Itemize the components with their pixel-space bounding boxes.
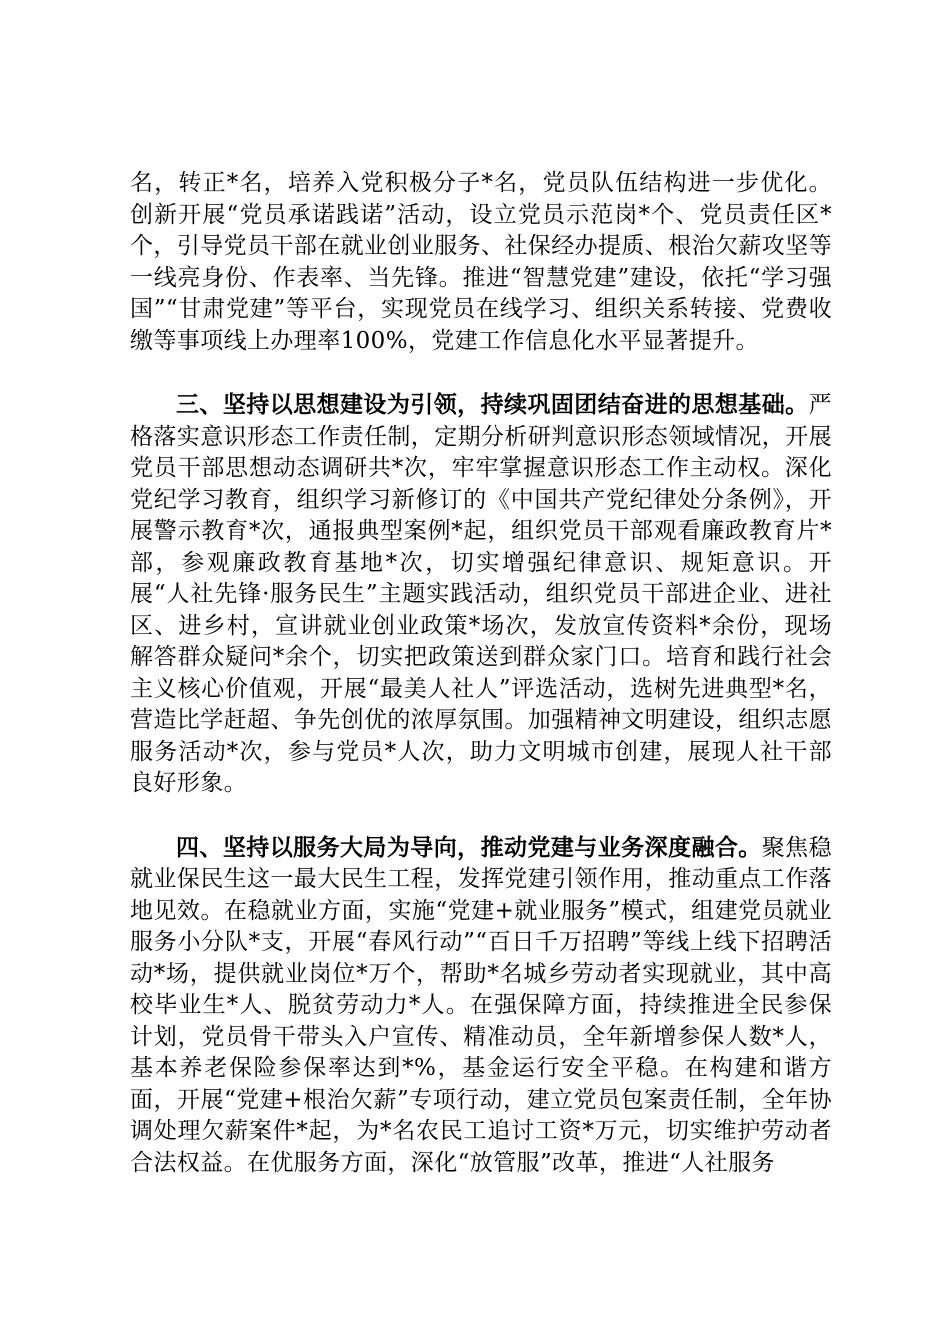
section-three-text: 严格落实意识形态工作责任制，定期分析研判意识形态领域情况，开展党员干部思想动态调研共*次，牢牢掌握意识形态工作主动权。深化党纪学习教育，组织学习新修订的《中国共产党纪律处分条例》，开展警示教育*次，通报典型案例*起，组织党员干部观看廉政教育片*部，参观廉政教育基地*次，切实增强纪律意识、规矩意识。开展“人社先锋·服务民生”主题实践活动，组织党员干部进企业、进社区、进乡村，宣讲就业创业政策*场次，发放宣传资料*余份，现场解答群众疑问*余个，切实把政策送到群众家门口。培育和践行社会主义核心价值观，开展“最美人社人”评选活动，选树先进典型*名，营造比学赶超、争先创优的浓厚氛围。加强精神文明建设，组织志愿服务活动*次，参与党员*人次，助力文明城市创建，展现人社干部良好形象。 (130, 392, 832, 796)
section-four-paragraph (130, 832, 832, 1180)
paragraph-spacer (130, 357, 832, 389)
section-three-paragraph (130, 389, 832, 800)
section-four-text: 聚焦稳就业保民生这一最大民生工程，发挥党建引领作用，推动重点工作落地见效。在稳就业方面，实施“党建+就业服务”模式，组建党员就业服务小分队*支，开展“春风行动”“百日千万招聘”等线上线下招聘活动*场，提供就业岗位*万个，帮助*名城乡劳动者实现就业，其中高校毕业生*人、脱贫劳动力*人。在强保障方面，持续推进全民参保计划，党员骨干带头入户宣传、精准动员，全年新增参保人数*人，基本养老保险参保率达到*%，基金运行安全平稳。在构建和谐方面，开展“党建+根治欠薪”专项行动，建立党员包案责任制，全年协调处理欠薪案件*起，为*名农民工追讨工资*万元，切实维护劳动者合法权益。在优服务方面，深化“放管服”改革，推进“人社服务 (130, 834, 833, 1176)
section-three-heading: 三、坚持以思想建设为引领，持续巩固团结奋进的思想基础。 (176, 391, 809, 418)
document-body (130, 168, 832, 1179)
paragraph-text: 名，转正*名，培养入党积极分子*名，党员队伍结构进一步优化。创新开展“党员承诺践诺”活动，设立党员示范岗*个、党员责任区*个，引导党员干部在就业创业服务、社保经办提质、根治欠薪攻坚等一线亮身份、作表率、当先锋。推进“智慧党建”建设，依托“学习强国”“甘肃党建”等平台，实现党员在线学习、组织关系转接、党费收缴等事项线上办理率100%，党建工作信息化水平显著提升。 (130, 170, 832, 354)
paragraph-continuation (130, 168, 832, 357)
section-four-heading: 四、坚持以服务大局为导向，推动党建与业务深度融合。 (176, 833, 762, 861)
paragraph-spacer (130, 800, 832, 832)
